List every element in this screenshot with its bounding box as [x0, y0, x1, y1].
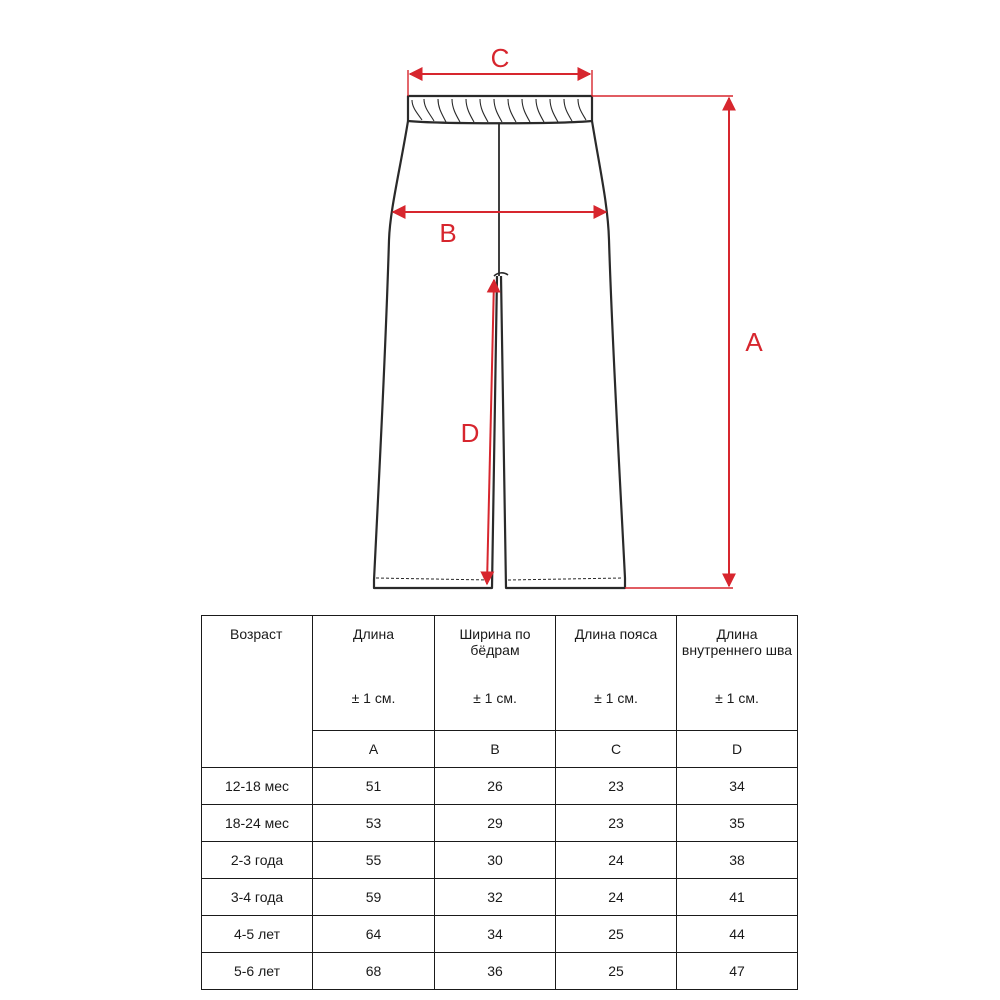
header-age — [202, 616, 313, 768]
row-a: 55 — [313, 842, 435, 879]
row-c: 23 — [556, 805, 677, 842]
header-length-tolerance: ± 1 см. — [351, 690, 396, 706]
row-b: 34 — [435, 916, 556, 953]
row-age: 4-5 лет — [202, 916, 313, 953]
row-c: 24 — [556, 842, 677, 879]
row-b: 29 — [435, 805, 556, 842]
row-b: 26 — [435, 768, 556, 805]
row-a: 68 — [313, 953, 435, 990]
header-hip-width-label: Ширина по бёдрам — [459, 626, 531, 658]
size-chart-table — [201, 615, 798, 990]
header-inseam — [677, 616, 798, 731]
row-a: 53 — [313, 805, 435, 842]
row-d: 35 — [677, 805, 798, 842]
letter-b: B — [435, 731, 556, 768]
row-c: 25 — [556, 953, 677, 990]
row-age: 18-24 мес — [202, 805, 313, 842]
row-age: 2-3 года — [202, 842, 313, 879]
table-row — [202, 879, 798, 916]
table-row — [202, 805, 798, 842]
letter-d: D — [677, 731, 798, 768]
row-age: 3-4 года — [202, 879, 313, 916]
row-age: 12-18 мес — [202, 768, 313, 805]
table-row — [202, 768, 798, 805]
header-waist-length-tolerance: ± 1 см. — [594, 690, 638, 706]
letter-c: C — [556, 731, 677, 768]
row-age: 5-6 лет — [202, 953, 313, 990]
table-row — [202, 842, 798, 879]
right-side-seam — [501, 121, 625, 588]
pants-outline — [374, 96, 625, 588]
row-a: 51 — [313, 768, 435, 805]
row-a: 64 — [313, 916, 435, 953]
table-row — [202, 916, 798, 953]
header-hip-width — [435, 616, 556, 731]
row-c: 24 — [556, 879, 677, 916]
dimension-a-label: A — [745, 327, 763, 357]
dimension-c-label: C — [490, 43, 510, 73]
left-side-seam — [374, 121, 497, 588]
dimension-d-label: D — [460, 418, 480, 448]
header-hip-width-tolerance: ± 1 см. — [473, 690, 517, 706]
row-c: 23 — [556, 768, 677, 805]
row-d: 47 — [677, 953, 798, 990]
row-b: 36 — [435, 953, 556, 990]
crotch-curl — [494, 273, 508, 276]
row-d: 34 — [677, 768, 798, 805]
header-waist-length — [556, 616, 677, 731]
row-b: 32 — [435, 879, 556, 916]
row-b: 30 — [435, 842, 556, 879]
table-header-row — [202, 616, 798, 731]
dimension-b-label: B — [439, 218, 457, 248]
header-length-label: Длина — [353, 626, 394, 642]
letter-a: A — [313, 731, 435, 768]
row-d: 38 — [677, 842, 798, 879]
table-row — [202, 953, 798, 990]
dimension-lines — [393, 70, 733, 588]
header-waist-length-label: Длина пояса — [574, 626, 658, 642]
row-c: 25 — [556, 916, 677, 953]
header-age-label: Возраст — [230, 626, 283, 642]
row-d: 41 — [677, 879, 798, 916]
header-inseam-label: Длина внутреннего шва — [681, 626, 793, 658]
row-a: 59 — [313, 879, 435, 916]
header-length — [313, 616, 435, 731]
hem-stitch-left — [376, 578, 490, 580]
header-inseam-tolerance: ± 1 см. — [715, 690, 759, 706]
hem-stitch-right — [508, 578, 622, 580]
row-d: 44 — [677, 916, 798, 953]
